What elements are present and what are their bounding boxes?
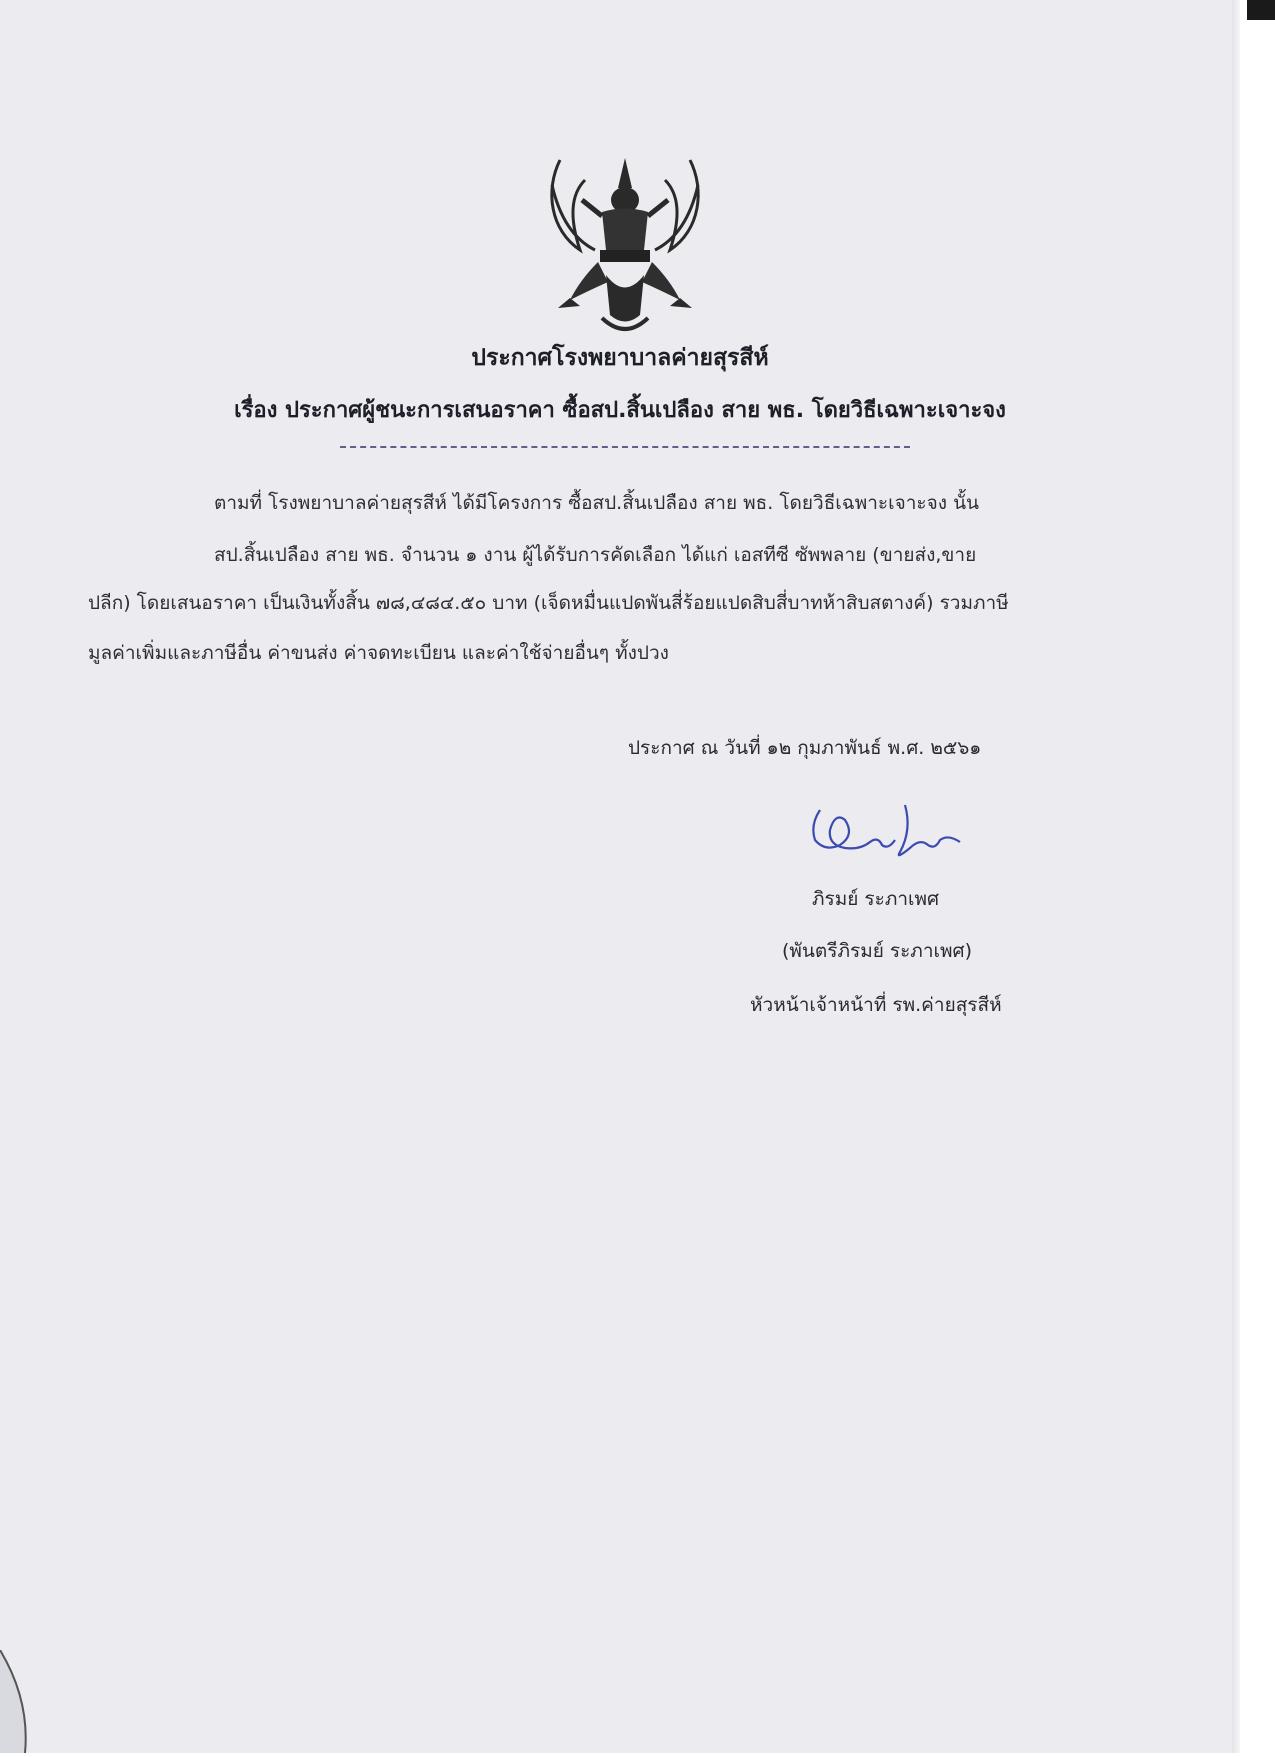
- body-line-3: ปลีก) โดยเสนอราคา เป็นเงินทั้งสิ้น ๗๘,๔๘๔.๕๐ บาท (เจ็ดหมื่นแปดพันสี่ร้อยแปดสิบสี่บาทห้าสิบสตางค์) รวมภาษี: [88, 592, 1009, 614]
- announcement-date: ประกาศ ณ วันที่ ๑๒ กุมภาพันธ์ พ.ศ. ๒๕๖๑: [628, 737, 982, 759]
- page-corner-curl: [0, 1650, 40, 1753]
- divider-line: [340, 446, 910, 448]
- body-line-2: สป.สิ้นเปลือง สาย พธ. จำนวน ๑ งาน ผู้ได้รับการคัดเลือก ได้แก่ เอสทีซี ซัพพลาย (ขายส่ง,ขาย: [214, 544, 977, 566]
- body-line-1: ตามที่ โรงพยาบาลค่ายสุรสีห์ ได้มีโครงการ ซื้อสป.สิ้นเปลือง สาย พธ. โดยวิธีเฉพาะเจาะจง นั้น: [214, 492, 980, 514]
- announcement-title: ประกาศโรงพยาบาลค่ายสุรสีห์: [471, 345, 769, 371]
- signer-full-name: (พันตรีภิรมย์ ระภาเพศ): [782, 940, 972, 962]
- paper-edge: [1232, 0, 1240, 1753]
- announcement-subject: เรื่อง ประกาศผู้ชนะการเสนอราคา ซื้อสป.สิ้นเปลือง สาย พธ. โดยวิธีเฉพาะเจาะจง: [234, 398, 1006, 423]
- signer-position: หัวหน้าเจ้าหน้าที่ รพ.ค่ายสุรสีห์: [750, 994, 1002, 1016]
- body-line-4: มูลค่าเพิ่มและภาษีอื่น ค่าขนส่ง ค่าจดทะเบียน และค่าใช้จ่ายอื่นๆ ทั้งปวง: [88, 642, 669, 664]
- signer-name: ภิรมย์ ระภาเพศ: [812, 888, 940, 910]
- scan-margin: [1240, 0, 1275, 1753]
- signature-image: [800, 790, 970, 865]
- garuda-emblem-icon: [540, 150, 710, 340]
- scan-corner-mark: [1247, 0, 1275, 20]
